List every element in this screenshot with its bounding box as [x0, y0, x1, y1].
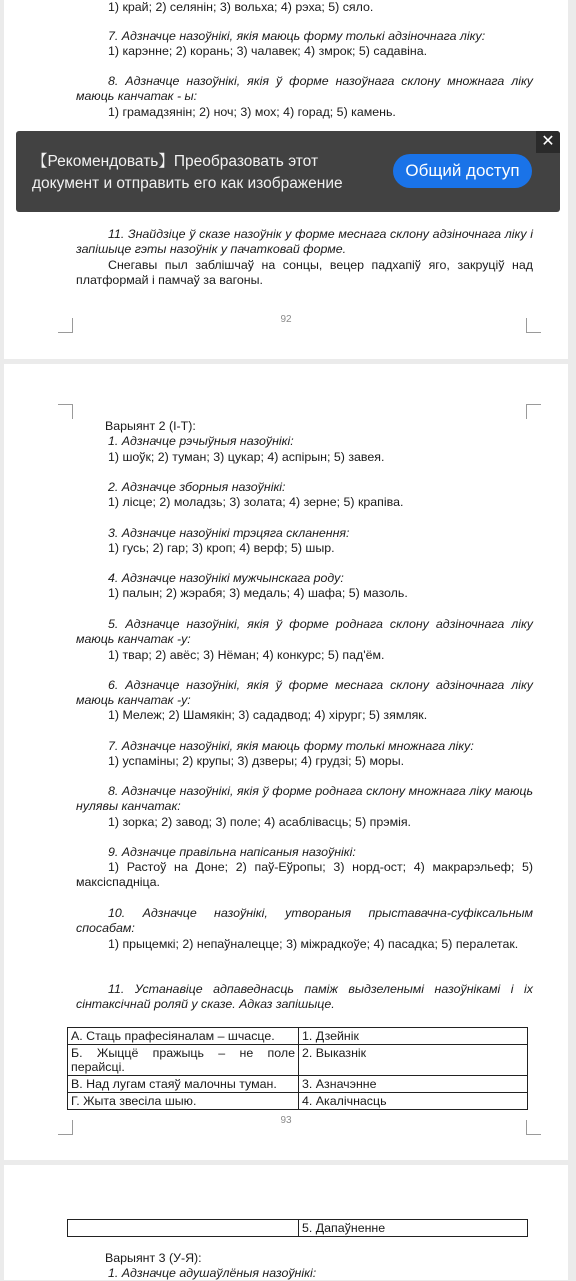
- answer-8: 1) зорка; 2) завод; 3) поле; 4) асаблівасць; 5) прэмія.: [108, 815, 411, 829]
- crop-mark: [58, 1120, 73, 1135]
- answer-1: 1) шоўк; 2) туман; 3) цукар; 4) аспірын; 5) завея.: [108, 450, 385, 464]
- answer-7: 1) успаміны; 2) крупы; 3) дзверы; 4) грудзі; 5) моры.: [108, 754, 405, 768]
- question-9: 9. Адзначце правільна напісаныя назоўнікі:: [108, 845, 356, 859]
- answer-10: 1) прыцемкі; 2) непаўналецце; 3) міжрадкоўе; 4) пасадка; 5) пералетак.: [108, 937, 519, 951]
- page-number: 93: [280, 1115, 292, 1126]
- table-row: [68, 1076, 528, 1093]
- answer-9: 1) Растоў на Доне; 2) паў-Еўропы; 3) норд-ост; 4) макрарэльеф; 5) максіспадніца.: [76, 860, 533, 889]
- question-5: 5. Адзначце назоўнікі, якія ў форме роднага склону адзіночнага ліку маюць канчатак -у:: [76, 617, 533, 646]
- answer-6: 1) Мележ; 2) Шамякін; 3) сададвод; 4) хірург; 5) зямляк.: [108, 708, 428, 722]
- table-cell: Б. Жыццё пражыць – не поле перайсці.: [68, 1045, 299, 1076]
- question-1: 1. Адзначце адушаўлёныя назоўнікі:: [108, 1266, 317, 1280]
- question-11: 11. Устанавіце адпаведнасць паміж выдзеленымі назоўнікамі і іх сінтаксічнай роляй у сказе. Адказ запішыце.: [76, 982, 533, 1011]
- question-7: 7. Адзначце назоўнікі, якія маюць форму толькі адзіночнага ліку:: [108, 29, 486, 43]
- table-cell: 1. Дзейнік: [299, 1028, 528, 1045]
- answer-line: 1) край; 2) селянін; 3) вольха; 4) рэха; 5) сяло.: [108, 0, 374, 14]
- crop-mark: [526, 1120, 541, 1135]
- question-8: 8. Адзначце назоўнікі, якія ў форме назоўнага склону множнага ліку маюць канчатак - ы:: [76, 74, 533, 103]
- answer-2: 1) лісце; 2) моладзь; 3) золата; 4) зерне; 5) крапіва.: [108, 495, 404, 509]
- question-4: 4. Адзначце назоўнікі мужчынскага роду:: [108, 571, 344, 585]
- table-row: [68, 1028, 528, 1045]
- table-cell: 2. Выказнік: [299, 1045, 528, 1076]
- answer-4: 1) палын; 2) жэрабя; 3) медаль; 4) шафа; 5) мазоль.: [108, 586, 408, 600]
- answer-5: 1) твар; 2) авёс; 3) Нёман; 4) конкурс; 5) пад'ём.: [108, 648, 385, 662]
- document-page-93: [4, 364, 568, 1160]
- answer-8: 1) грамадзянін; 2) ноч; 3) мох; 4) горад; 5) камень.: [108, 105, 396, 119]
- table-cell: Г. Жыта звесіла шыю.: [68, 1093, 299, 1110]
- table-cell: 4. Акалічнасць: [299, 1093, 528, 1110]
- question-6: 6. Адзначце назоўнікі, якія ў форме меснага склону адзіночнага ліку маюць канчатак -у:: [76, 678, 533, 707]
- close-icon[interactable]: ✕: [536, 131, 560, 153]
- question-11: 11. Знайдзіце ў сказе назоўнік у форме меснага склону адзіночнага ліку і запішыце гэты назоўнік у пачатковай форме.: [76, 227, 533, 256]
- document-page-94: [4, 1165, 568, 1280]
- question-1: 1. Адзначце рэчыўныя назоўнікі:: [108, 434, 294, 448]
- matching-table-continued: [67, 1219, 528, 1237]
- question-8: 8. Адзначце назоўнікі, якія ў форме роднага склону множнага ліку маюць нулявы канчатак:: [76, 784, 533, 813]
- question-3: 3. Адзначце назоўнікі трэцяга скланення:: [108, 526, 350, 540]
- table-row: [68, 1093, 528, 1110]
- question-2: 2. Адзначце зборныя назоўнікі:: [108, 480, 286, 494]
- table-cell: В. Над лугам стаяў малочны туман.: [68, 1076, 299, 1093]
- page-number: 92: [280, 314, 292, 325]
- variant-heading: Варыянт 3 (У-Я):: [105, 1251, 202, 1265]
- table-cell: 3. Азначэнне: [299, 1076, 528, 1093]
- table-cell: А. Стаць прафесіяналам – шчасце.: [68, 1028, 299, 1045]
- banner-message: 【Рекомендовать】Преобразовать этот документ и отправить его как изображение: [32, 153, 343, 192]
- answer-11: Снегавы пыл заблішчаў на сонцы, вецер падхапіў яго, закруціў над платформай і памчаў за вагоны.: [76, 258, 533, 287]
- table-row: [68, 1220, 528, 1237]
- share-banner: [16, 131, 560, 212]
- share-button[interactable]: Общий доступ: [393, 154, 532, 188]
- crop-mark: [526, 404, 541, 419]
- question-10: 10. Адзначце назоўнікі, утвораныя прыставачна-суфіксальным спосабам:: [76, 906, 533, 935]
- table-cell: 5. Дапаўненне: [299, 1220, 528, 1237]
- variant-heading: Варыянт 2 (І-Т):: [105, 419, 196, 433]
- answer-3: 1) гусь; 2) гар; 3) кроп; 4) верф; 5) шыр.: [108, 541, 335, 555]
- answer-7: 1) карэнне; 2) корань; 3) чалавек; 4) змрок; 5) садавіна.: [108, 44, 428, 58]
- matching-table: [67, 1027, 528, 1110]
- table-cell: [68, 1220, 299, 1237]
- table-row: [68, 1045, 528, 1076]
- question-7: 7. Адзначце назоўнікі, якія маюць форму толькі множнага ліку:: [108, 739, 474, 753]
- crop-mark: [58, 404, 73, 419]
